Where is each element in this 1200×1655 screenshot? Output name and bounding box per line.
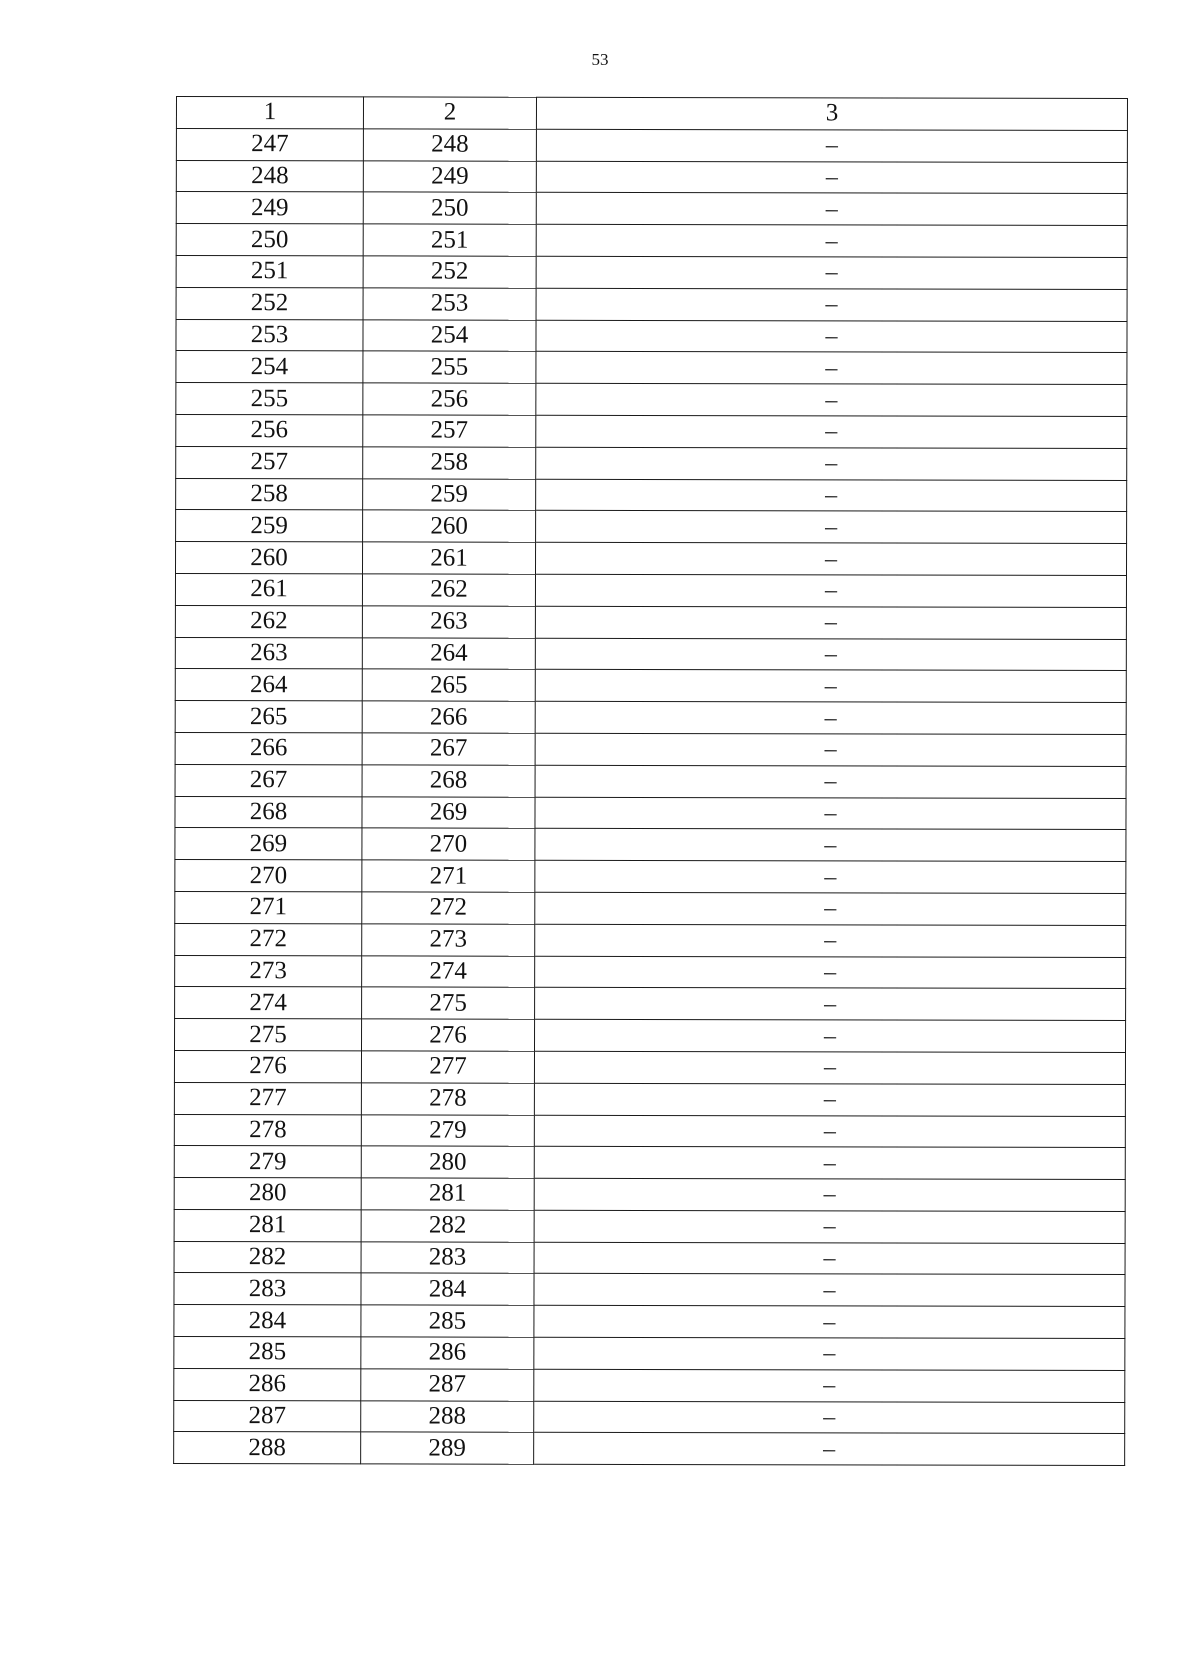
table-row [175, 701, 1126, 735]
table-row [176, 319, 1127, 353]
table-row [175, 828, 1126, 862]
table-cell-col1: 269 [175, 828, 362, 860]
column-header-2: 2 [363, 97, 536, 129]
table-cell-col2: 248 [363, 129, 536, 161]
table-cell-col3: – [534, 1306, 1125, 1339]
table-row [175, 605, 1126, 639]
table-cell-col3: – [536, 511, 1127, 544]
table-row [174, 1273, 1125, 1307]
column-header-3: 3 [536, 97, 1127, 130]
table-cell-col3: – [535, 956, 1126, 989]
table-cell-col1: 270 [175, 860, 362, 892]
table-cell-col1: 268 [175, 796, 362, 828]
table-cell-col3: – [535, 574, 1126, 607]
table-cell-col1: 281 [174, 1209, 361, 1241]
table-cell-col2: 280 [361, 1146, 534, 1178]
table-row [176, 414, 1127, 448]
table-cell-col2: 251 [363, 224, 536, 256]
table-cell-col1: 250 [176, 224, 363, 256]
table-row [176, 287, 1127, 321]
table-cell-col3: – [536, 256, 1127, 289]
table-cell-col2: 287 [361, 1369, 534, 1401]
table-cell-col2: 262 [362, 574, 535, 606]
table-row [176, 255, 1127, 289]
table-row [176, 128, 1127, 162]
table-row [175, 764, 1126, 798]
table-cell-col3: – [534, 1369, 1125, 1402]
table-cell-col3: – [536, 129, 1127, 162]
table-cell-col2: 269 [362, 796, 535, 828]
table-cell-col1: 249 [176, 192, 363, 224]
table-row [176, 224, 1127, 258]
table-cell-col3: – [534, 1337, 1125, 1370]
table-cell-col2: 277 [361, 1051, 534, 1083]
table-row [174, 1241, 1125, 1275]
table-cell-col2: 266 [362, 701, 535, 733]
table-row [176, 192, 1127, 226]
table-row [176, 383, 1127, 417]
table-row [176, 478, 1127, 512]
table-cell-col1: 285 [174, 1337, 361, 1369]
table-cell-col3: – [534, 1433, 1125, 1466]
table-cell-col3: – [535, 988, 1126, 1021]
table-cell-col3: – [536, 352, 1127, 385]
table-cell-col1: 267 [175, 764, 362, 796]
table-cell-col3: – [536, 288, 1127, 321]
table-cell-col3: – [536, 479, 1127, 512]
table-row [176, 542, 1127, 576]
table-cell-col3: – [535, 1019, 1126, 1052]
table-cell-col1: 279 [174, 1146, 361, 1178]
table-cell-col2: 289 [361, 1432, 534, 1464]
table-row [174, 1114, 1125, 1148]
table-cell-col3: – [535, 924, 1126, 957]
table-cell-col1: 248 [176, 160, 363, 192]
table-cell-col3: – [535, 733, 1126, 766]
table-cell-col1: 256 [176, 414, 363, 446]
table-cell-col2: 263 [362, 606, 535, 638]
table-cell-col1: 278 [174, 1114, 361, 1146]
table-row [174, 1305, 1125, 1339]
table-cell-col3: – [535, 797, 1126, 830]
table-cell-col1: 253 [176, 319, 363, 351]
table-cell-col3: – [536, 161, 1127, 194]
table-row [175, 732, 1126, 766]
table-cell-col3: – [534, 1401, 1125, 1434]
table-cell-col1: 266 [175, 732, 362, 764]
table-cell-col2: 249 [363, 160, 536, 192]
table-cell-col1: 282 [174, 1241, 361, 1273]
table-cell-col1: 265 [175, 701, 362, 733]
table-cell-col2: 283 [361, 1242, 534, 1274]
table-cell-col2: 281 [361, 1178, 534, 1210]
table-row [175, 669, 1126, 703]
table-row [175, 891, 1126, 925]
column-header-1: 1 [176, 97, 363, 129]
table-row [174, 1082, 1125, 1116]
table-row [174, 1050, 1125, 1084]
table-cell-col1: 251 [176, 255, 363, 287]
table-cell-col2: 270 [362, 828, 535, 860]
table-row [175, 573, 1126, 607]
table-cell-col1: 288 [174, 1432, 361, 1464]
table-cell-col1: 286 [174, 1368, 361, 1400]
table-cell-col2: 273 [362, 924, 535, 956]
table-cell-col3: – [535, 670, 1126, 703]
table-cell-col2: 257 [363, 415, 536, 447]
table-cell-col1: 262 [175, 605, 362, 637]
table-cell-col3: – [535, 765, 1126, 798]
table-cell-col1: 260 [176, 542, 363, 574]
table-row [174, 1209, 1125, 1243]
table-cell-col1: 280 [174, 1178, 361, 1210]
table-cell-col1: 247 [176, 128, 363, 160]
table-cell-col3: – [536, 447, 1127, 480]
table-row [174, 1146, 1125, 1180]
table-cell-col3: – [535, 701, 1126, 734]
table-row [174, 1400, 1125, 1434]
table-cell-col3: – [535, 829, 1126, 862]
table-row [174, 1368, 1125, 1402]
table-cell-col2: 255 [363, 351, 536, 383]
table-cell-col2: 282 [361, 1210, 534, 1242]
table-cell-col2: 250 [363, 192, 536, 224]
table-cell-col1: 254 [176, 351, 363, 383]
table-cell-col2: 276 [362, 1019, 535, 1051]
table-cell-col3: – [534, 1051, 1125, 1084]
table-cell-col2: 279 [361, 1114, 534, 1146]
table-cell-col3: – [534, 1242, 1125, 1275]
table-cell-col1: 259 [176, 510, 363, 542]
table-cell-col2: 275 [362, 987, 535, 1019]
table-cell-col3: – [536, 383, 1127, 416]
table-row [176, 160, 1127, 194]
table-cell-col3: – [534, 1115, 1125, 1148]
table-cell-col2: 256 [363, 383, 536, 415]
table-cell-col1: 287 [174, 1400, 361, 1432]
table-row [175, 923, 1126, 957]
table-row [174, 1178, 1125, 1212]
table-row [176, 351, 1127, 385]
table-cell-col2: 259 [363, 478, 536, 510]
table-row [175, 955, 1126, 989]
table-cell-col2: 278 [361, 1083, 534, 1115]
table-cell-col3: – [535, 542, 1126, 575]
table-cell-col2: 285 [361, 1305, 534, 1337]
table-row [174, 1337, 1125, 1371]
table-cell-col2: 252 [363, 256, 536, 288]
table-cell-col3: – [535, 860, 1126, 893]
table-cell-col3: – [535, 606, 1126, 639]
table-row [175, 860, 1126, 894]
table-cell-col2: 268 [362, 765, 535, 797]
table-cell-col3: – [535, 892, 1126, 925]
table-cell-col2: 261 [362, 542, 535, 574]
table-cell-col1: 258 [176, 478, 363, 510]
table-cell-col1: 264 [175, 669, 362, 701]
table-cell-col1: 271 [175, 891, 362, 923]
table-cell-col2: 288 [361, 1401, 534, 1433]
table-body [174, 128, 1128, 1465]
table-row [176, 510, 1127, 544]
table-cell-col1: 283 [174, 1273, 361, 1305]
data-table [173, 96, 1128, 1466]
table-cell-col2: 274 [362, 955, 535, 987]
table-cell-col1: 257 [176, 446, 363, 478]
table-cell-col2: 271 [362, 860, 535, 892]
table-row [174, 1432, 1125, 1466]
table-cell-col1: 275 [175, 1019, 362, 1051]
table-cell-col1: 273 [175, 955, 362, 987]
page-number: 53 [591, 50, 609, 69]
table-cell-col2: 286 [361, 1337, 534, 1369]
table-cell-col2: 284 [361, 1273, 534, 1305]
table-cell-col3: – [534, 1274, 1125, 1307]
table-cell-col3: – [536, 320, 1127, 353]
table-cell-col2: 253 [363, 288, 536, 320]
table-cell-col1: 252 [176, 287, 363, 319]
table-cell-col2: 258 [363, 447, 536, 479]
table-cell-col1: 276 [174, 1050, 361, 1082]
table-row [176, 446, 1127, 480]
table-cell-col3: – [536, 193, 1127, 226]
table-cell-col1: 274 [175, 987, 362, 1019]
table-cell-col3: – [534, 1178, 1125, 1211]
table-cell-col3: – [534, 1147, 1125, 1180]
table-cell-col3: – [536, 415, 1127, 448]
table-row [175, 637, 1126, 671]
table-cell-col2: 272 [362, 892, 535, 924]
table-header-row [176, 97, 1127, 131]
table-cell-col1: 284 [174, 1305, 361, 1337]
table-cell-col2: 265 [362, 669, 535, 701]
table-row [175, 987, 1126, 1021]
table-row [175, 1019, 1126, 1053]
table-cell-col2: 254 [363, 319, 536, 351]
table-row [175, 796, 1126, 830]
table-cell-col1: 272 [175, 923, 362, 955]
table-cell-col3: – [534, 1083, 1125, 1116]
table-cell-col3: – [534, 1210, 1125, 1243]
table-cell-col2: 260 [363, 510, 536, 542]
table-cell-col2: 267 [362, 733, 535, 765]
table-cell-col2: 264 [362, 637, 535, 669]
table-cell-col3: – [536, 224, 1127, 257]
table-cell-col1: 255 [176, 383, 363, 415]
table-cell-col1: 263 [175, 637, 362, 669]
table-cell-col1: 261 [175, 573, 362, 605]
table-cell-col3: – [535, 638, 1126, 671]
table-cell-col1: 277 [174, 1082, 361, 1114]
